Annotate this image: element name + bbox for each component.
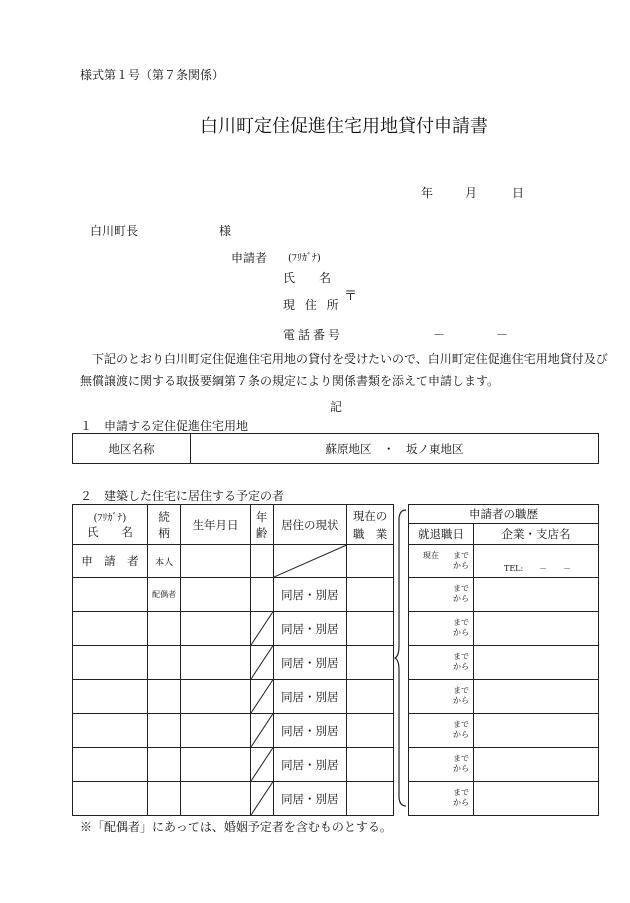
kara-label: から <box>453 561 469 570</box>
table-row <box>409 646 599 680</box>
tel-label: TEL: － － <box>504 564 572 573</box>
row-status: 同居・別居 <box>273 612 347 646</box>
table-row <box>409 748 599 782</box>
row-status: 同居・別居 <box>273 680 347 714</box>
table-row <box>409 782 599 816</box>
applicant-row-relation: 本人 <box>147 545 180 578</box>
table-row <box>409 714 599 748</box>
header-age: 年 齢 <box>250 505 273 545</box>
section1-heading: １ 申請する定住促進住宅用地 <box>80 419 249 433</box>
applicant-furigana-label: (ﾌﾘｶﾞﾅ) <box>288 253 321 264</box>
made-label: まで <box>453 584 469 593</box>
kara-label: から <box>453 764 469 773</box>
header-name: 氏 名 <box>86 525 133 539</box>
age-diagonal <box>250 782 273 816</box>
ki-marker: 記 <box>330 400 343 414</box>
table-row <box>73 646 394 680</box>
table-row <box>409 545 599 578</box>
date-year: 年 <box>421 186 434 200</box>
header-furigana: (ﾌﾘｶﾞﾅ) <box>93 513 127 524</box>
phone-dash-1: － <box>433 328 446 342</box>
page-title: 白川町定住促進住宅用地貸付申請書 <box>200 116 488 137</box>
header-birthdate: 生年月日 <box>181 505 250 545</box>
phone-dash-2: － <box>496 328 509 342</box>
header-relation: 続 柄 <box>147 505 180 545</box>
kara-label: から <box>453 798 469 807</box>
status-diagonal <box>273 545 347 578</box>
resident-table <box>72 504 394 816</box>
table-row <box>409 578 599 612</box>
applicant-address-label: 現 住 所 <box>283 298 342 312</box>
header-job: 現在の職 業 <box>347 505 394 545</box>
row-status: 同居・別居 <box>273 714 347 748</box>
age-diagonal <box>250 646 273 680</box>
row-status: 同居・別居 <box>273 578 347 612</box>
applicant-phone-label: 電話番号 <box>283 328 344 342</box>
header-status: 居住の現状 <box>273 505 347 545</box>
age-diagonal <box>250 680 273 714</box>
made-label: まで <box>453 754 469 763</box>
row-status: 同居・別居 <box>273 646 347 680</box>
career-table <box>408 504 599 816</box>
age-diagonal <box>250 612 273 646</box>
row-relation: 配偶者 <box>147 578 180 612</box>
kara-label: から <box>453 730 469 739</box>
area-label: 地区名称 <box>73 434 191 464</box>
section2-heading: ２ 建築した住宅に居住する予定の者 <box>80 489 285 503</box>
kara-label: から <box>453 628 469 637</box>
addressee-name: 白川町長 <box>90 224 139 238</box>
table-row <box>73 545 394 578</box>
applicant-name-label: 氏 名 <box>283 271 332 285</box>
header-period: 就退職日 <box>409 524 474 545</box>
table-row <box>73 714 394 748</box>
table-row <box>73 680 394 714</box>
date-month: 月 <box>465 186 478 200</box>
current-label: 現在 <box>423 551 439 560</box>
made-label: まで <box>453 551 469 560</box>
brace-icon <box>394 508 408 808</box>
applicant-label: 申請者 <box>231 251 268 265</box>
area-table <box>72 433 599 464</box>
table-row <box>409 680 599 714</box>
kara-label: から <box>453 696 469 705</box>
table-row <box>73 748 394 782</box>
postal-mark: 〒 <box>344 289 358 304</box>
made-label: まで <box>453 788 469 797</box>
table-row <box>73 612 394 646</box>
career-header: 申請者の職歴 <box>409 505 599 524</box>
made-label: まで <box>453 686 469 695</box>
footnote: ※「配偶者」にあっては、婚姻予定者を含むものとする。 <box>80 820 392 834</box>
body-text-line-1: 下記のとおり白川町定住促進住宅用地の貸付を受けたいので、白川町定住促進住宅用地貸付及び <box>92 352 608 366</box>
row-status: 同居・別居 <box>273 782 347 816</box>
header-company: 企業・支店名 <box>474 524 599 545</box>
table-row <box>73 578 394 612</box>
age-diagonal <box>250 748 273 782</box>
made-label: まで <box>453 720 469 729</box>
date-day: 日 <box>512 186 525 200</box>
row-status: 同居・別居 <box>273 748 347 782</box>
kara-label: から <box>453 594 469 603</box>
kara-label: から <box>453 662 469 671</box>
applicant-row-label: 申 請 者 <box>73 545 148 578</box>
table-row <box>73 782 394 816</box>
form-number: 様式第１号（第７条関係） <box>80 68 225 82</box>
area-value: 蘇原地区 ・ 坂ノ東地区 <box>191 434 599 464</box>
made-label: まで <box>453 618 469 627</box>
made-label: まで <box>453 652 469 661</box>
addressee-honorific: 様 <box>219 224 232 238</box>
table-row <box>409 612 599 646</box>
age-diagonal <box>250 714 273 748</box>
body-text-line-2: 無償譲渡に関する取扱要綱第７条の規定により関係書類を添えて申請します。 <box>80 374 500 388</box>
